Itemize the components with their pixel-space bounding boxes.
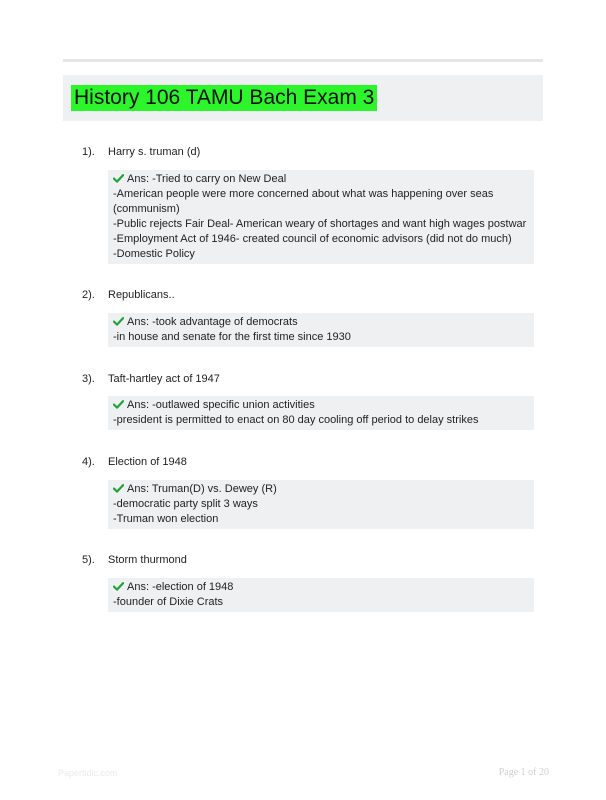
answer-line: -democratic party split 3 ways	[113, 498, 258, 510]
answer-line: -in house and senate for the first time since 1930	[113, 331, 351, 343]
answer-line: Ans: -outlawed specific union activities	[113, 398, 528, 413]
page-number: Page 1 of 20	[498, 767, 549, 778]
answer-line: -Employment Act of 1946- created council of economic advisors (did not do much)	[113, 233, 512, 245]
answer-box	[108, 578, 534, 612]
answer-line: -Domestic Policy	[113, 248, 195, 260]
question-text: Election of 1948	[108, 456, 187, 468]
answer-line: -American people were more concerned about what was happening over seas	[113, 188, 494, 200]
answer-box	[108, 170, 534, 264]
answer-box	[108, 480, 534, 529]
top-divider	[63, 59, 543, 62]
answer-line: (communism)	[113, 203, 180, 215]
answer-line: -president is permitted to enact on 80 day cooling off period to delay strikes	[113, 414, 479, 426]
question-text: Republicans..	[108, 289, 175, 301]
question-text: Harry s. truman (d)	[108, 146, 201, 158]
answer-line: Ans: Truman(D) vs. Dewey (R)	[113, 482, 528, 497]
check-icon	[113, 484, 124, 493]
question-number: 2).	[82, 289, 95, 301]
answer-line: -Public rejects Fair Deal- American weary of shortages and want high wages postwar	[113, 218, 527, 230]
question-number: 1).	[82, 146, 95, 158]
answer-box	[108, 313, 534, 347]
answer-line: -Truman won election	[113, 513, 219, 525]
question-number: 3).	[82, 373, 95, 385]
answer-line: Ans: -Tried to carry on New Deal	[113, 172, 528, 187]
answer-line: Ans: -election of 1948	[113, 580, 528, 595]
document-title: History 106 TAMU Bach Exam 3	[71, 85, 377, 111]
question-text: Storm thurmond	[108, 554, 187, 566]
question-number: 5).	[82, 554, 95, 566]
answer-line: -founder of Dixie Crats	[113, 596, 224, 608]
check-icon	[113, 582, 124, 591]
question-text: Taft-hartley act of 1947	[108, 373, 220, 385]
check-icon	[113, 400, 124, 409]
question-number: 4).	[82, 456, 95, 468]
check-icon	[113, 174, 124, 183]
footer-watermark: Papertidic.com	[58, 768, 118, 778]
check-icon	[113, 317, 124, 326]
answer-box	[108, 396, 534, 430]
answer-line: Ans: -took advantage of democrats	[113, 315, 528, 330]
